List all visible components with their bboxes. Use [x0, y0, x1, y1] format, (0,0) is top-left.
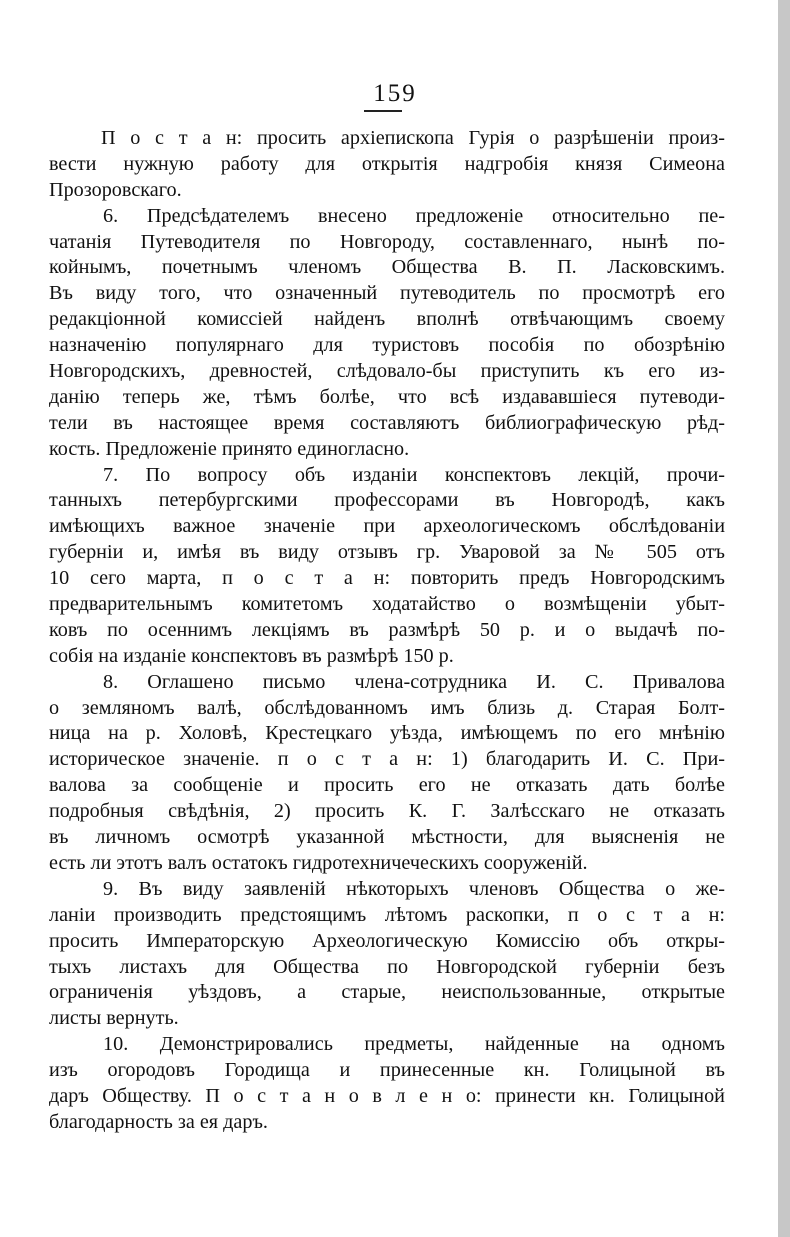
text-line: кость. Предложеніе принято единогласно.	[49, 437, 410, 460]
text-line: 7. По вопросу объ изданіи конспектовъ лекцій, прочи-	[103, 463, 725, 486]
text-line: благодарность за ея даръ.	[49, 1110, 268, 1133]
text-line: 9. Въ виду заявленій нѣкоторыхъ членовъ Общества о же-	[103, 877, 725, 900]
page-number-underline	[364, 110, 402, 112]
text-line: 10 сего марта, п о с т а н: повторить предъ Новгородскимъ	[49, 567, 725, 590]
page-number: 159	[373, 80, 417, 107]
text-line: Новгородскихъ, древностей, слѣдовало-бы приступить къ его из-	[49, 360, 725, 383]
text-line: данію теперь же, тѣмъ болѣе, что всѣ издававшіеся путеводи-	[49, 385, 725, 408]
text-line: ланіи производить предстоящимъ лѣтомъ раскопки, п о с т а н:	[49, 903, 725, 926]
text-line: ница на р. Холовѣ, Крестецкаго уѣзда, имѣющемъ по его мнѣнію	[49, 722, 725, 745]
text-line: въ личномъ осмотрѣ указанной мѣстности, для выясненія не	[49, 826, 725, 849]
text-line: просить Императорскую Археологическую Комиссію объ откры-	[49, 929, 725, 952]
text-line: подробныя свѣдѣнія, 2) просить К. Г. Залѣсскаго не отказать	[49, 800, 725, 823]
text-line: даръ Обществу. П о с т а н о в л е н о: принести кн. Голицыной	[49, 1084, 725, 1107]
text-line: 6. Предсѣдателемъ внесено предложеніе относительно пе-	[103, 204, 725, 227]
text-line: П о с т а н: просить архіепископа Гурія о разрѣшеніи произ-	[101, 127, 725, 149]
text-line: назначенію популярнаго для туристовъ пособія по обозрѣнію	[49, 334, 725, 357]
text-line: Въ виду того, что означенный путеводитель по просмотрѣ его	[49, 282, 725, 305]
text-line: о земляномъ валѣ, обслѣдованномъ имъ близь д. Старая Болт-	[49, 696, 725, 719]
text-line: тели въ настоящее время составляютъ библиографическую рѣд-	[49, 411, 725, 434]
text-line: собія на изданіе конспектовъ въ размѣрѣ 150 р.	[49, 644, 454, 667]
text-line: чатанія Путеводителя по Новгороду, составленнаго, нынѣ по-	[49, 230, 725, 253]
text-line: 10. Демонстрировались предметы, найденные на одномъ	[103, 1033, 725, 1056]
text-line: историческое значеніе. п о с т а н: 1) благодарить И. С. При-	[49, 748, 725, 771]
body-text	[49, 126, 725, 1136]
text-line: тыхъ листахъ для Общества по Новгородской губерніи безъ	[49, 955, 725, 978]
text-line: есть ли этотъ валъ остатокъ гидротехничеческихъ сооруженій.	[49, 851, 588, 874]
text-line: редакціонной комиссіей найденъ вполнѣ отвѣчающимъ своему	[49, 308, 725, 331]
text-line: танныхъ петербургскими профессорами въ Новгородѣ, какъ	[49, 489, 725, 512]
text-line: листы вернуть.	[49, 1007, 179, 1030]
text-line: вести нужную работу для открытія надгробія князя Симеона	[49, 152, 725, 175]
text-line: койнымъ, почетнымъ членомъ Общества В. П. Ласковскимъ.	[49, 256, 725, 279]
scan-edge	[778, 0, 790, 1237]
text-line: губерніи и, имѣя въ виду отзывъ гр. Уваровой за № 505 отъ	[49, 541, 725, 564]
text-line: валова за сообщеніе и просить его не отказать дать болѣе	[49, 774, 725, 797]
text-line: Прозоровскаго.	[49, 178, 182, 201]
text-line: имѣющихъ важное значеніе при археологическомъ обслѣдованіи	[49, 515, 725, 538]
text-line: предварительнымъ комитетомъ ходатайство о возмѣщеніи убыт-	[49, 593, 725, 616]
text-line: ковъ по осеннимъ лекціямъ въ размѣрѣ 50 р. и о выдачѣ по-	[49, 618, 725, 641]
text-line: 8. Оглашено письмо члена-сотрудника И. С. Привалова	[103, 670, 725, 693]
text-line: ограниченія уѣздовъ, а старые, неиспользованные, открытые	[49, 981, 725, 1004]
text-line: изъ огородовъ Городища и принесенные кн. Голицыной въ	[49, 1059, 725, 1082]
